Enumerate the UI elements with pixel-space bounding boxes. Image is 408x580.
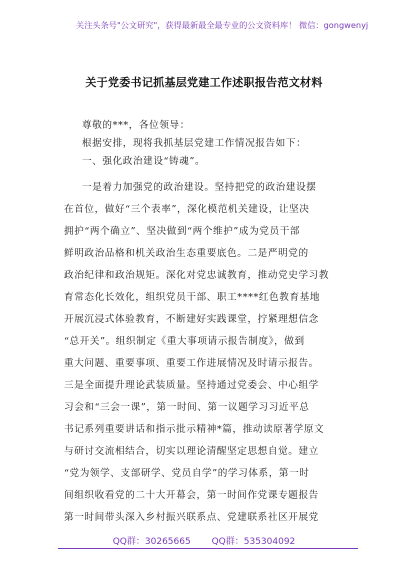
body-line: 在首位，做好“三个表率”，深化模范机关建设，让坚决 <box>64 204 310 215</box>
body-line: 习会和“三会一课”，第一时间、第一议题学习习近平总 <box>64 402 310 413</box>
body-line: 与研讨交流相结合，切实以理论清醒坚定思想自觉。建立 <box>64 446 319 457</box>
footer-qq-groups <box>0 534 408 547</box>
footer-qq-group-2: QQ群：535304092 <box>211 537 296 547</box>
section-heading: 一、强化政治建设“铸魂”。 <box>82 156 206 167</box>
body-line: “总开关”。组织制定《重大事项请示报告制度》，做到 <box>64 336 305 347</box>
body-line: 鲜明政治品格和机关政治生态重要底色。二是严明党的 <box>64 248 309 259</box>
body-line: “党为领学、支部研学、党员自学”的学习体系，第一时 <box>64 468 310 479</box>
footer-divider <box>58 548 358 549</box>
header-promo-text: 关注头条号"公文研究"，获得最新最全最专业的公文资料库！ 微信：gongwenyj <box>76 20 369 30</box>
body-line: 开展沉浸式体验教育，不断建好实践课堂，拧紧理想信念 <box>64 314 319 325</box>
body-line: 第一时间带头深入乡村振兴联系点、党建联系社区开展党 <box>64 512 319 523</box>
document-title: 关于党委书记抓基层党建工作述职报告范文材料 <box>85 76 323 89</box>
body-line: 三是全面提升理论武装质量。坚持通过党委会、中心组学 <box>64 380 319 391</box>
body-line: 政治纪律和政治规矩。深化对党忠诚教育，推动党史学习教 <box>64 270 330 281</box>
body-line: 根据安排，现将我抓基层党建工作情况报告如下： <box>82 138 307 149</box>
salutation-line: 尊敬的***，各位领导： <box>82 120 190 131</box>
body-line: 书记系列重要讲话和指示批示精神*篇，推动读原著学原文 <box>64 424 325 435</box>
body-line: 育常态化长效化，组织党员干部、职工****红色教育基地 <box>64 292 321 303</box>
footer-qq-group-1: QQ群：30265665 <box>112 537 191 547</box>
body-line: 拥护“两个确立”、坚决做到“两个维护”成为党员干部 <box>64 226 301 237</box>
body-line: 重大问题、重要事项、重要工作进展情况及时请示报告。 <box>64 358 319 369</box>
body-line: 一是着力加强党的政治建设。坚持把党的政治建设摆 <box>82 182 317 193</box>
body-line: 间组织收看党的二十大开幕会，第一时间作党课专题报告 <box>64 490 319 501</box>
